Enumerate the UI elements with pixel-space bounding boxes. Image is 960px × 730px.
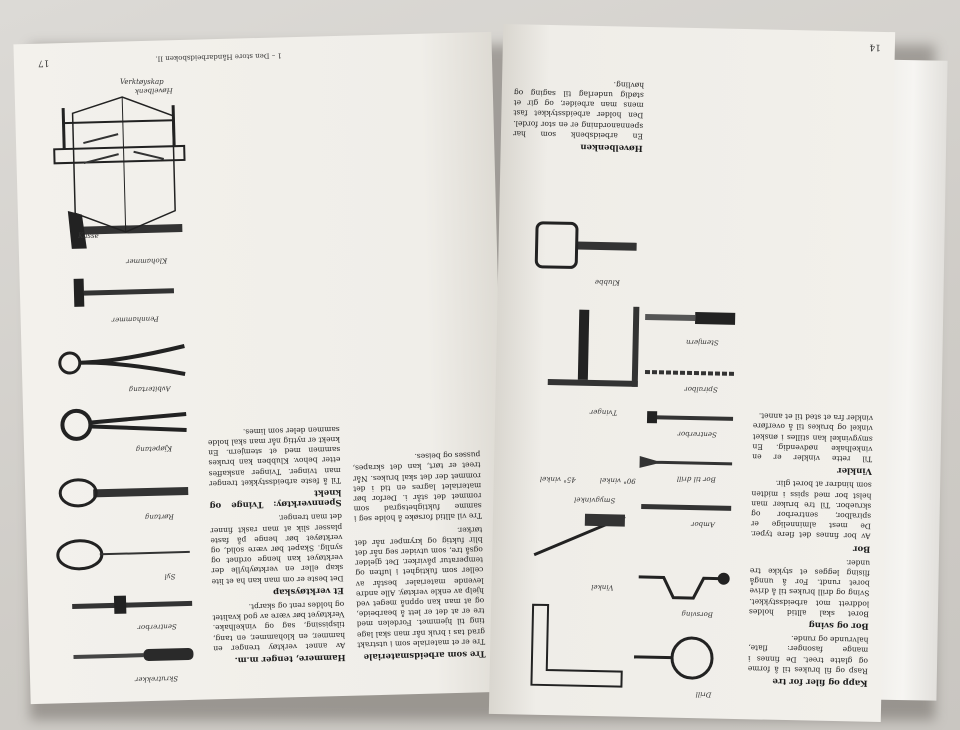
tool-label: Bor til drill	[676, 474, 716, 484]
hand-drill-illustration	[631, 627, 732, 689]
chisel-illustration	[639, 297, 740, 339]
tool-label-box: Kasse	[78, 232, 99, 240]
auger-bit-illustration	[635, 497, 735, 519]
section-text: Tre er et materiale som i utstrakt grad tas i bruk når man skal lage ting til hjemmet. Fordelen med tre er at det er lett å bearbeide, og at man kan oppnå meget ved hjelp av enkle verktøy. Alle andre levende materialer består av celler som fuktighet i luften og temperatur påvirker. Det gjelder også tre, som utvider seg når det blir fuktig og krymper når det tørker.	[354, 524, 486, 650]
section-heading: Et verktøyskap	[272, 584, 344, 597]
tool-label: Vinkel	[591, 582, 614, 592]
clamp-illustration	[537, 295, 649, 407]
mallet-illustration	[530, 215, 641, 277]
center-bit-2-illustration	[637, 407, 737, 429]
section-text: Til rette vinkler er en vinkelhake nødvendig. En smygvinkel kan stilles i ønsket vinkel og brukes til å overføre vinkler fra et sted til et annet.	[752, 411, 874, 464]
section-text: Tre vil alltid forsøke å holde seg i samme fuktighetsgrad som rommet det står i. Derfor bør materialet lagres en tid i det rommet der det skal brukes. Når treet er tørt, kan det skrapes, pusses og beises.	[352, 450, 483, 524]
tool-label: Avbitertang	[128, 384, 171, 394]
section-text: Til å feste arbeidsstykket trenger man tvinger. Tvinger anskaffes etter behov. Klubben kan brukes sammen med et stemjern. En knekt er nyttig når man skal holde sammen deler som limes.	[207, 424, 342, 489]
pein-hammer-illustration	[57, 270, 178, 313]
section-text: Av bor finnes det flere typer. De mest alminnelige er spiralbor, sentrerbor og skruebor. Til tre bruker man helst bor med spiss i midten som hindrer at boret glir.	[750, 479, 872, 542]
tool-label: Klubbe	[594, 277, 620, 287]
tool-cabinet-drawing	[62, 90, 186, 243]
drill-bit-illustration	[636, 452, 736, 474]
twist-drill-illustration	[638, 362, 738, 384]
left-running-header: 1 – Den store Håndarbeidsboken II.	[155, 51, 282, 63]
section-text: En arbeidsbenk som har spennanordning er en stor fordel. Den holder arbeidsstykket fast mens man arbeider, og gir et stødig underlag til saging og høvling.	[512, 80, 645, 141]
brace-illustration	[633, 547, 734, 609]
pipe-wrench-illustration	[53, 470, 194, 514]
tool-label: Pennhammer	[111, 314, 159, 324]
pincers-illustration	[51, 402, 192, 446]
center-bit-illustration	[66, 588, 197, 621]
section-heading: Tre som arbeidsmateriale	[363, 648, 486, 662]
section-text: Det beste er om man kan ha et lite skap eller en verktøyhylle der verktøyet kan henge ordnet og synlig. Skapet bør være solid, og verktøyet bør henge på faste plasser slik at man raskt finner det man trenger.	[210, 512, 344, 586]
tool-label: Klohammer	[125, 256, 168, 266]
right-page-content	[489, 24, 895, 722]
tool-label: Rørtang	[144, 512, 174, 522]
left-column-1	[342, 62, 486, 665]
tool-label: Drill	[695, 690, 712, 699]
tool-label: Sentrerbor	[137, 622, 177, 632]
right-column-1	[747, 49, 880, 691]
tool-label: Ambor	[691, 520, 715, 529]
awl-illustration	[54, 532, 195, 576]
section-text: Rasp og fil brukes til å forme og glatte treet. De finnes i mange fasonger: flate, halvrunde og runde.	[747, 634, 869, 676]
right-column-2	[513, 44, 645, 157]
cutting-pliers-illustration	[49, 338, 190, 386]
section-heading: Vinkler	[837, 465, 873, 476]
section-text: Av annet verktøy trenger en hammer, en klohammer, en tang, tilspissing, sag og vinkelhake. Verktøyet bør være av god kvalitet og holdes rent og skarpt.	[212, 599, 346, 654]
screwdriver-illustration	[67, 640, 198, 673]
tool-label: Syl	[164, 572, 176, 581]
right-page	[489, 24, 895, 722]
try-square-illustration	[521, 595, 633, 697]
bevel-square-illustration	[524, 505, 635, 567]
tool-label: Sentrerbor	[677, 429, 717, 439]
tool-label: Tvinger	[589, 407, 618, 417]
section-heading: Bor	[852, 542, 871, 554]
tool-label: 90° vinkel	[599, 476, 636, 485]
tool-label: 45° vinkel	[539, 474, 576, 484]
section-heading: Hammere, tenger m.m.	[234, 651, 346, 665]
tool-label: Spiralbor	[684, 384, 718, 394]
left-page-number: 17	[37, 57, 50, 68]
tool-label: Skrutrekker	[134, 674, 179, 684]
section-heading: Bor og sving	[808, 619, 869, 631]
tool-label: Smygvinkel	[574, 495, 616, 505]
tool-label: Kjøpetang	[135, 444, 173, 454]
section-heading: Høvelbenken	[580, 141, 643, 153]
tool-label: Borsving	[681, 609, 714, 619]
tool-label-cabinet: Verktøyskap	[120, 78, 164, 86]
section-heading: Kapp og filer for tre	[772, 675, 868, 688]
section-heading: Spennverktøy: Tvinge og knekt	[209, 486, 342, 511]
right-page-number: 14	[869, 41, 881, 52]
section-text: Boret skal alltid holdes loddrett mot arbeidsstykket. Sving og drill brukes til å drive boret rundt. For å unngå flising legges et stykke tre under.	[748, 558, 871, 619]
left-column-2	[198, 66, 346, 669]
tool-label: Høvelbenk	[134, 86, 173, 96]
tool-label: Stemjern	[686, 337, 719, 347]
